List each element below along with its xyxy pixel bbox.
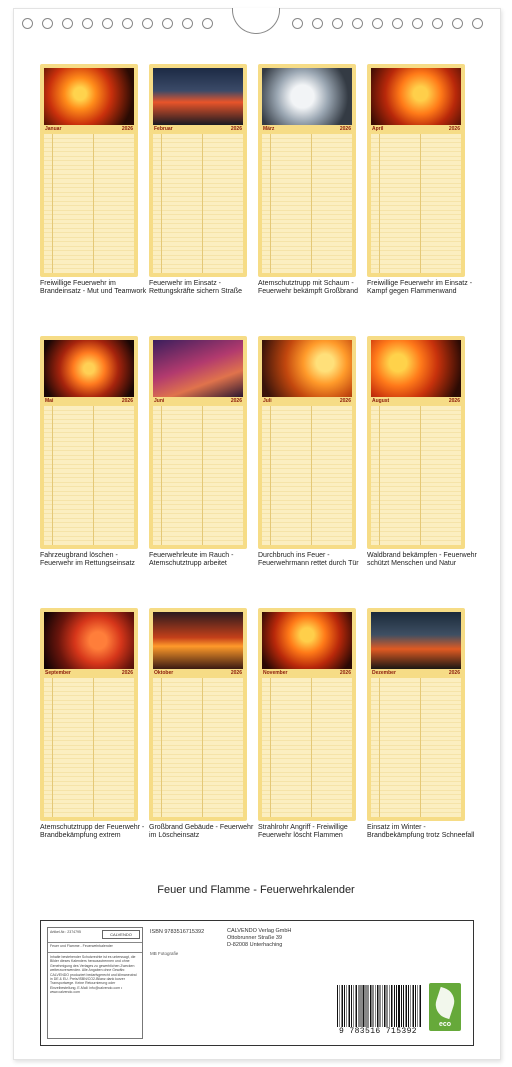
binding-ring xyxy=(202,18,213,29)
month-day-grid xyxy=(371,678,461,817)
publisher-address: CALVENDO Verlag GmbH Ottobrunner Straße 39 D-82008 Unterhaching xyxy=(227,928,292,948)
month-header xyxy=(371,126,461,133)
publisher-logo: CALVENDO xyxy=(102,930,140,939)
month-caption: Feuerwehrleute im Rauch - Atemschutztrupp arbeitet xyxy=(149,552,234,567)
month-header xyxy=(44,398,134,405)
month-year: 2026 xyxy=(339,670,351,676)
month-photo xyxy=(153,68,243,125)
month-panel xyxy=(258,336,356,549)
month-year: 2026 xyxy=(121,670,133,676)
binding-ring xyxy=(432,18,443,29)
barcode-number: 9 783516 715392 xyxy=(338,1027,417,1036)
binding-ring xyxy=(372,18,383,29)
month-caption: Freiwillige Feuerwehr im Einsatz - Kampf gegen Flammenwand xyxy=(367,280,473,295)
imprint-legal-panel xyxy=(47,927,143,1039)
month-year: 2026 xyxy=(121,398,133,404)
binding-ring xyxy=(122,18,133,29)
month-header xyxy=(262,398,352,405)
binding-ring xyxy=(102,18,113,29)
month-panel xyxy=(40,336,138,549)
binding-ring xyxy=(312,18,323,29)
month-header xyxy=(262,126,352,133)
month-caption: Strahlrohr Angriff - Freiwillige Feuerwehr löscht Flammen xyxy=(258,824,348,839)
month-year: 2026 xyxy=(339,126,351,132)
binding-ring xyxy=(62,18,73,29)
month-caption: Fahrzeugbrand löschen - Feuerwehr im Rettungseinsatz xyxy=(40,552,135,567)
month-year: 2026 xyxy=(339,398,351,404)
article-number: Artikel-Nr.: 2374795 xyxy=(50,930,81,934)
binding-ring xyxy=(182,18,193,29)
binding-ring xyxy=(472,18,483,29)
month-name: März xyxy=(263,126,275,132)
month-caption: Durchbruch ins Feuer - Feuerwehrmann rettet durch Tür xyxy=(258,552,359,567)
month-header xyxy=(153,398,243,405)
month-photo xyxy=(153,612,243,669)
month-panel xyxy=(40,64,138,277)
month-caption: Großbrand Gebäude - Feuerwehr im Löscheinsatz xyxy=(149,824,254,839)
leaf-icon xyxy=(432,987,458,1019)
month-day-grid xyxy=(371,134,461,273)
month-panel xyxy=(149,64,247,277)
barcode xyxy=(331,985,425,1037)
imprint-legal-text: Inhalte bestehender Schutzrechte ist es unterssagt, die Bilder dieses Kalenders herauszutrennen und ohne Genehmigung des Verlages zu gewerblichen Zwecken weiterzuverwenden. Alle Angaben ohne Gewähr. CALVENDO produziert bedarfsgerecht und klimaneutral in DE & EU. Preis/ISBN/CO2-Bilanz dank kurzer Transportwege. Keine Retournierung oder Einzelbestellung. E-Mail: info@calvendo.com • www.calvendo.com xyxy=(50,955,137,995)
month-photo xyxy=(262,340,352,397)
month-name: August xyxy=(372,398,390,404)
month-year: 2026 xyxy=(448,398,460,404)
month-day-grid xyxy=(262,678,352,817)
month-day-grid xyxy=(153,134,243,273)
binding-ring xyxy=(412,18,423,29)
month-day-grid xyxy=(44,134,134,273)
binding-ring xyxy=(392,18,403,29)
binding-ring xyxy=(452,18,463,29)
month-year: 2026 xyxy=(230,670,242,676)
month-name: April xyxy=(372,126,384,132)
month-photo xyxy=(371,612,461,669)
eco-label: eco xyxy=(438,1021,452,1028)
binding-ring xyxy=(162,18,173,29)
month-day-grid xyxy=(153,678,243,817)
month-name: Oktober xyxy=(154,670,174,676)
binding-ring xyxy=(82,18,93,29)
month-name: Dezember xyxy=(372,670,396,676)
month-name: Februar xyxy=(154,126,173,132)
month-header xyxy=(262,670,352,677)
binding-ring xyxy=(142,18,153,29)
month-header xyxy=(153,126,243,133)
month-panel xyxy=(258,64,356,277)
month-photo xyxy=(153,340,243,397)
month-header xyxy=(153,670,243,677)
month-name: September xyxy=(45,670,71,676)
month-panel xyxy=(149,336,247,549)
month-day-grid xyxy=(262,134,352,273)
month-panel xyxy=(367,336,465,549)
month-year: 2026 xyxy=(230,398,242,404)
month-header xyxy=(44,670,134,677)
month-caption: Einsatz im Winter - Brandbekämpfung trotz Schneefall xyxy=(367,824,475,839)
month-panel xyxy=(258,608,356,821)
month-photo xyxy=(371,340,461,397)
month-day-grid xyxy=(371,406,461,545)
photographer: MB Fotografie xyxy=(150,951,179,956)
month-caption: Waldbrand bekämpfen - Feuerwehr schützt Menschen und Natur xyxy=(367,552,477,567)
month-panel xyxy=(367,64,465,277)
month-name: Juni xyxy=(154,398,165,404)
calendar-title: Feuer und Flamme - Feuerwehrkalender xyxy=(157,884,355,896)
month-caption: Atemschutztrupp mit Schaum - Feuerwehr bekämpft Großbrand xyxy=(258,280,358,295)
month-year: 2026 xyxy=(448,126,460,132)
month-panel xyxy=(40,608,138,821)
binding-ring xyxy=(22,18,33,29)
month-name: Januar xyxy=(45,126,62,132)
month-name: Juli xyxy=(263,398,272,404)
month-photo xyxy=(44,340,134,397)
isbn: ISBN 9783516715392 xyxy=(150,929,205,935)
month-photo xyxy=(371,68,461,125)
month-day-grid xyxy=(44,406,134,545)
month-year: 2026 xyxy=(121,126,133,132)
month-header xyxy=(44,126,134,133)
month-day-grid xyxy=(262,406,352,545)
eco-badge xyxy=(429,983,461,1031)
month-year: 2026 xyxy=(448,670,460,676)
binding-ring xyxy=(292,18,303,29)
month-photo xyxy=(262,68,352,125)
binding-ring xyxy=(42,18,53,29)
month-photo xyxy=(44,68,134,125)
month-header xyxy=(371,398,461,405)
month-caption: Atemschutztrupp der Feuerwehr - Brandbekämpfung extrem xyxy=(40,824,145,839)
month-caption: Freiwillige Feuerwehr im Brandeinsatz - Mut und Teamwork xyxy=(40,280,147,295)
month-panel xyxy=(149,608,247,821)
month-day-grid xyxy=(44,678,134,817)
month-caption: Feuerwehr im Einsatz - Rettungskräfte sichern Straße xyxy=(149,280,242,295)
month-day-grid xyxy=(153,406,243,545)
imprint-short-title: Feuer und Flamme - Feuerwehrkalender xyxy=(50,944,113,948)
month-name: November xyxy=(263,670,288,676)
month-name: Mai xyxy=(45,398,54,404)
binding-ring xyxy=(352,18,363,29)
barcode-bars xyxy=(337,985,421,1027)
month-header xyxy=(371,670,461,677)
binding-ring xyxy=(332,18,343,29)
month-panel xyxy=(367,608,465,821)
month-photo xyxy=(44,612,134,669)
imprint-box xyxy=(40,920,474,1046)
month-photo xyxy=(262,612,352,669)
month-year: 2026 xyxy=(230,126,242,132)
